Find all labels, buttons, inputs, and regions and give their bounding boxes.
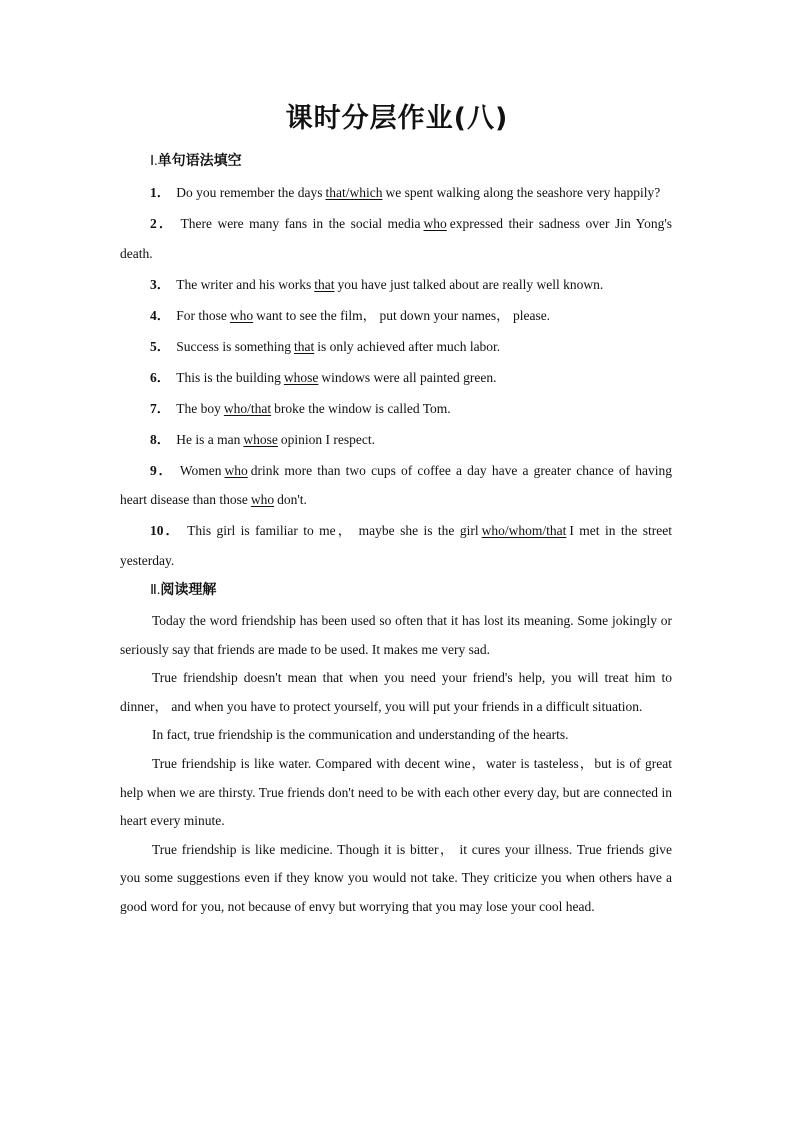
- question-item: [120, 301, 672, 331]
- answer-blank: that: [294, 338, 315, 354]
- question-item: [120, 363, 672, 393]
- question-item: [120, 332, 672, 362]
- answer-blank: whose: [283, 369, 319, 385]
- question-text-before: There were many fans in the social media: [180, 216, 421, 231]
- question-text-before: He is a man: [176, 431, 241, 447]
- question-number: 10．: [150, 523, 182, 538]
- question-text-before: Women: [179, 462, 222, 478]
- question-number: 7．: [150, 400, 171, 416]
- section-label: 单句语法填空: [157, 153, 242, 169]
- section-number: Ⅰ.: [150, 154, 158, 169]
- question-number: 2．: [150, 216, 175, 231]
- answer-blank: that/which: [325, 185, 383, 200]
- reading-paragraph: True friendship is like water. Compared with decent wine，water is tasteless，but is of great help when we are thirsty. True friends don't need to be with each other every day, but are connected in heart every minute.: [120, 755, 672, 829]
- section-heading-grammar: [150, 150, 672, 170]
- section-number: Ⅱ.: [150, 583, 161, 598]
- answer-blank: who: [224, 462, 248, 478]
- question-item: [120, 516, 672, 575]
- question-item: [120, 209, 672, 268]
- question-text-before: The writer and his works: [176, 276, 312, 292]
- answer-blank: who: [229, 307, 254, 323]
- answer-blank: who: [423, 216, 447, 231]
- question-number: 6．: [150, 369, 171, 385]
- question-text-before: Success is something: [176, 338, 291, 354]
- question-text-before: For those: [176, 307, 227, 323]
- reading-paragraph: In fact, true friendship is the communication and understanding of the hearts.: [152, 727, 569, 743]
- answer-blank: who/that: [223, 400, 272, 416]
- answer-blank-second: who: [250, 492, 275, 507]
- question-item: [120, 456, 672, 515]
- question-text-before: The boy: [176, 400, 221, 416]
- reading-paragraph: True friendship doesn't mean that when you need your friend's help, you will treat him to dinner， and when you have to protect yourself, you will put your friends in a difficult situation.: [120, 670, 672, 714]
- answer-blank: who/whom/that: [481, 523, 567, 538]
- section-heading-reading: [150, 579, 672, 599]
- question-text-after: windows were all painted green.: [321, 369, 497, 385]
- question-text-after: you have just talked about are really well known.: [337, 276, 604, 292]
- question-text-after: I met in the street yesterday.: [120, 523, 673, 568]
- question-text-before: This is the building: [176, 369, 281, 385]
- question-text-middle: drink more than two cups of coffee a day have a greater chance of having heart disease than those: [120, 462, 673, 507]
- question-number: 9．: [150, 462, 174, 478]
- answer-blank: whose: [243, 431, 278, 447]
- reading-paragraph: True friendship is like medicine. Though it is bitter， it cures your illness. True friends give you some suggestions even if they know you would not take. They criticize you when others have a good word for you, not because of envy but worrying that you may lose your cool head.: [120, 841, 672, 914]
- answer-blank: that: [314, 276, 335, 292]
- question-text-after: we spent walking along the seashore very happily?: [385, 185, 661, 200]
- question-number: 8．: [150, 431, 171, 447]
- question-text-after: opinion I respect.: [280, 431, 375, 447]
- page-title: 课时分层作业(八): [285, 103, 509, 134]
- question-item: [120, 425, 672, 455]
- question-text-after: broke the window is called Tom.: [274, 400, 451, 416]
- question-number: 1．: [150, 185, 171, 200]
- question-number: 5．: [150, 338, 171, 354]
- question-item: [120, 270, 672, 300]
- question-text-after: want to see the film， put down your names， please.: [256, 307, 551, 323]
- question-item: [120, 178, 672, 208]
- reading-paragraph: Today the word friendship has been used so often that it has lost its meaning. Some jokingly or seriously say that friends are made to be used. It makes me very sad.: [120, 613, 672, 657]
- question-text-after: is only achieved after much labor.: [317, 338, 501, 354]
- question-number: 4．: [150, 307, 171, 323]
- question-number: 3．: [150, 276, 171, 292]
- document-body: [120, 150, 672, 922]
- question-text-before: This girl is familiar to me， maybe she is the girl: [187, 523, 479, 538]
- question-text-after: expressed their sadness over Jin Yong's death.: [120, 216, 673, 261]
- section-label: 阅读理解: [160, 582, 217, 598]
- question-item: [120, 394, 672, 424]
- question-text-after: don't.: [277, 492, 307, 507]
- question-text-before: Do you remember the days: [176, 185, 323, 200]
